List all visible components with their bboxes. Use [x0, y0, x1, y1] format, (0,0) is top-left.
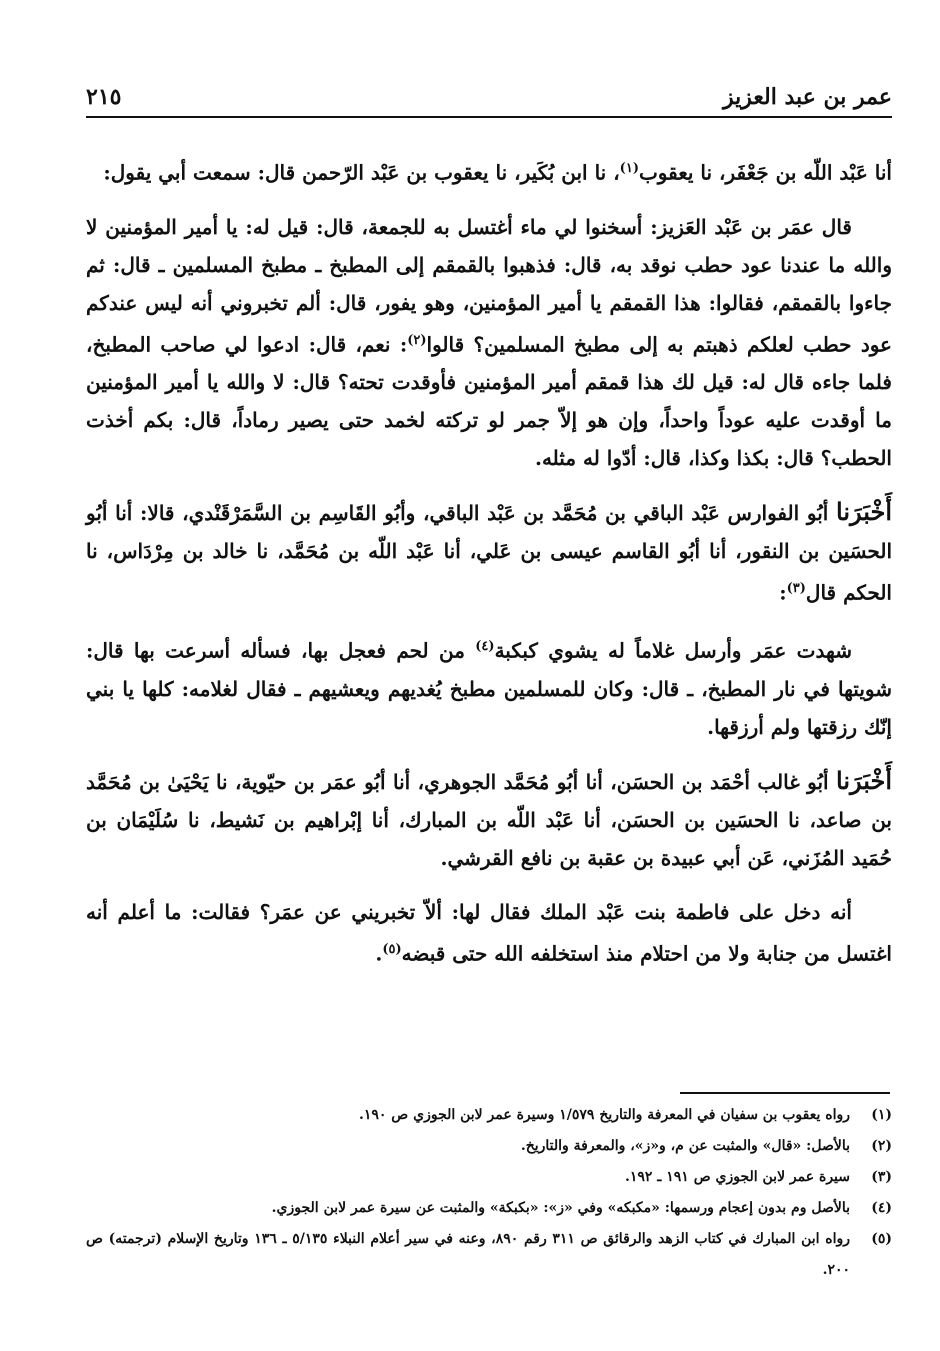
- paragraph-text: ، نا ابن بُكَير، نا يعقوب بن عَبْد الرّحمن قال: سمعت أبي يقول:: [103, 160, 620, 185]
- paragraph: [86, 208, 892, 478]
- footnote-number: (٥): [871, 1231, 892, 1247]
- footnote-text: بالأصل وم بدون إعجام ورسمها: «مكبكه» وفي «ز»: «بكبكة» والمثبت عن سيرة عمر لابن الجوزي.: [271, 1200, 850, 1216]
- footnote-number: (٤): [871, 1200, 892, 1216]
- footnote: [86, 1162, 892, 1193]
- paragraph-text: أنا عَبْد اللّه بن جَعْفَر، نا يعقوب: [638, 160, 892, 185]
- footnote: [86, 1100, 892, 1131]
- paragraph-text: :: [779, 580, 787, 605]
- footnote-ref: (٢): [407, 332, 427, 348]
- isnad-lead: أَخْبَرَنا: [836, 765, 892, 795]
- footnote-number: (٢): [871, 1138, 892, 1154]
- paragraph-text: .: [375, 941, 383, 966]
- footnote: [86, 1131, 892, 1162]
- paragraph-text: قال عمَر بن عَبْد العَزيز: أسخنوا لي ماء أغتسل به للجمعة، قال: قيل له: يا أمير المؤمنين لا والله ما عندنا عود حطب نوقد به، قال: فذهبوا بالقمقم إلى المطبخ ـ مطبخ المسلمين ـ قال: ثم جاءوا بالقمقم، فقالوا: هذا القمقم يا أمير المؤمنين، وهو يفور، قال: ألم تخبروني أنه ليس عندكم عود حطب لعلكم ذهبتم به إلى مطبخ المسلمين؟ قالوا: [86, 214, 892, 357]
- isnad-lead: أَخْبَرَنا: [836, 497, 892, 527]
- footnote-text: رواه ابن المبارك في كتاب الزهد والرقائق ص ٣١١ رقم ٨٩٠، وعنه في سير أعلام النبلاء ٥/١٣٥ ـ ١٣٦ وتاريخ الإسلام (ترجمته) ص ٢٠٠.: [86, 1231, 850, 1278]
- paragraph-text: من لحم فعجل بها، فسأله أسرعت بها قال: شويتها في نار المطبخ، ـ قال: وكان للمسلمين مطبخ يُغديهم ويعشيهم ـ فقال لغلامه: كلها يا بني إنّك رزقتها ولم أرزقها.: [86, 638, 892, 739]
- footnote-number: (١): [871, 1107, 892, 1123]
- main-text: [86, 150, 892, 988]
- paragraph-text: : نعم، قال: ادعوا لي صاحب المطبخ، فلما جاءه قال له: قيل لك هذا قمقم أمير المؤمنين فأوقدت تحته؟ قال: لا والله يا أمير المؤمنين ما أوقدت عليه عوداً واحداً، وإن هو إلاّ جمر لو تركته لخمد حتى يصير رماداً، قال: بكم أخذت الحطب؟ قال: بكذا وكذا، قال: أدّوا له مثله.: [86, 332, 892, 471]
- footnote-divider: [680, 1092, 890, 1094]
- footnote: [86, 1224, 892, 1286]
- paragraph: [86, 762, 892, 877]
- paragraph-text: أنه دخل على فاطمة بنت عَبْد الملك فقال لها: ألاّ تخبريني عن عمَر؟ فقالت: ما أعلم أنه اغتسل من جنابة ولا من احتلام منذ استخلفه الله حتى قبضه: [86, 899, 892, 966]
- footnote-ref: (١): [619, 161, 639, 176]
- footnote-ref: (٥): [382, 941, 402, 957]
- footnotes: [86, 1100, 892, 1286]
- footnote-text: بالأصل: «قال» والمثبت عن م، و«ز»، والمعرفة والتاريخ.: [520, 1138, 850, 1154]
- page-header: [86, 78, 892, 118]
- footnote-number: (٣): [871, 1169, 892, 1185]
- footnote-text: رواه يعقوب بن سفيان في المعرفة والتاريخ ١/٥٧٩ وسيرة عمر لابن الجوزي ص ١٩٠.: [359, 1107, 850, 1123]
- page-number: ٢١٥: [86, 84, 122, 110]
- running-title: عمر بن عبد العزيز: [723, 84, 892, 110]
- footnote-ref: (٣): [786, 581, 806, 597]
- footnote: [86, 1193, 892, 1224]
- paragraph: [86, 893, 892, 973]
- footnote-ref: (٤): [475, 638, 495, 654]
- paragraph: [86, 150, 892, 192]
- paragraph-text: شهدت عمَر وأرسل غلاماً له يشوي كبكبة: [494, 638, 852, 663]
- paragraph-text: أبُو الفوارس عَبْد الباقي بن مُحَمَّد بن عَبْد الباقي، وأبُو القَاسِم بن السَّمَرْقَنْدي، قالا: أنا أبُو الحسَين بن النقور، أنا أبُو القاسم عيسى بن عَلي، أنا عَبْد اللّه بن مُحَمَّد، نا خالد بن مِرْدَاس، نا الحكم قال: [86, 501, 892, 605]
- footnote-text: سيرة عمر لابن الجوزي ص ١٩١ ـ ١٩٢.: [624, 1169, 850, 1185]
- paragraph-text: أبُو غالب أحْمَد بن الحسَن، أنا أبُو مُحَمَّد الجوهري، أنا أبُو عمَر بن حيّوية، نا يَحْيَىٰ بن مُحَمَّد بن صاعد، نا الحسَين بن الحسَن، أنا عَبْد اللّه بن المبارك، أنا إبْراهيم بن نَشيط، نا سُلَيْمَان بن حُمَيد المُزَني، عَن أبي عبيدة بن عقبة بن نافع القرشي.: [86, 769, 892, 870]
- paragraph: [86, 628, 892, 746]
- paragraph: [86, 493, 892, 612]
